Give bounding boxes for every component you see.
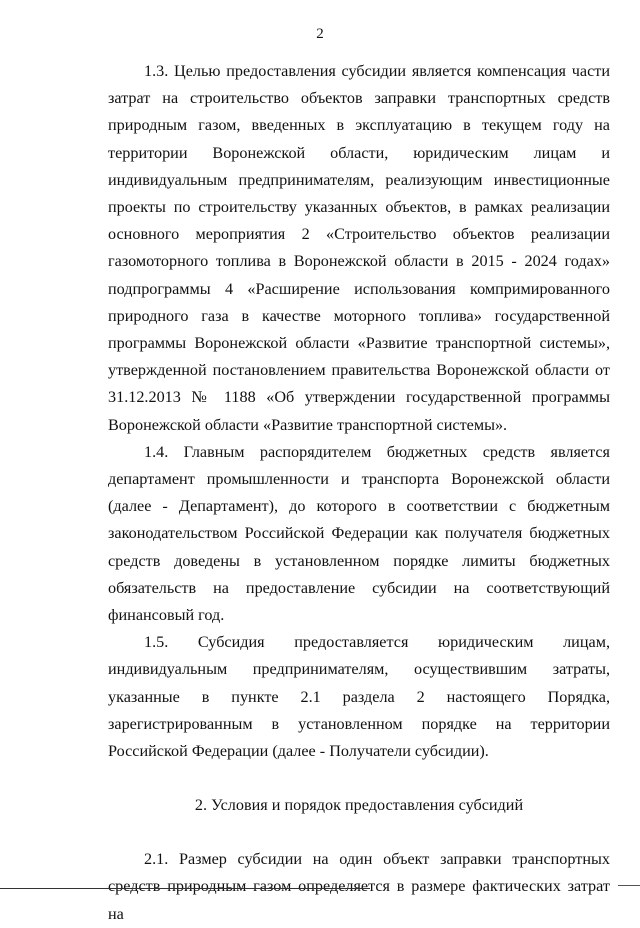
spacer <box>108 765 610 792</box>
scan-edge-mark <box>618 885 640 886</box>
paragraph-1-4: 1.4. Главным распорядителем бюджетных средств является департамент промышленности и транспорта Воронежской области (далее - Департамент), до которого в соответствии с бюджетным законодательством Российской Федерации как получателя бюджетных средств доведены в установленном порядке лимиты бюджетных обязательств на предоставление субсидии на соответствующий финансовый год. <box>108 442 610 625</box>
scan-edge-line <box>0 888 370 889</box>
section-heading: 2. Условия и порядок предоставления субсидий <box>194 796 524 815</box>
paragraph-1-3: 1.3. Целью предоставления субсидии является компенсация части затрат на строительство объектов заправки транспортных средств природным газом, введенных в эксплуатацию в текущем году на территории Воронежской области, юридическим лицам и индивидуальным предпринимателям, реализующим инвестиционные проекты по строительству указанных объектов, в рамках реализации основного мероприятия 2 «Строительство объектов реализации газомоторного топлива в Воронежской области в 2015 - 2024 годах» подпрограммы 4 «Расширение использования компримированного природного газа в качестве моторного топлива» государственной программы Воронежской области «Развитие транспортной системы», утвержденной постановлением правительства Воронежской области от 31.12.2013 № 1188 «Об утверждении государственной программы Воронежской области «Развитие транспортной системы». <box>108 62 610 434</box>
document-body <box>108 58 610 928</box>
paragraph-1-5: 1.5. Субсидия предоставляется юридическим лицам, индивидуальным предпринимателям, осуществившим затраты, указанные в пункте 2.1 раздела 2 настоящего Порядка, зарегистрированным в установленном порядке на территории Российской Федерации (далее - Получатели субсидии). <box>108 633 610 761</box>
spacer <box>108 819 610 846</box>
paragraph-2-1: 2.1. Размер субсидии на один объект заправки транспортных средств природным газом определяется в размере фактических затрат на <box>108 850 610 923</box>
page-number: 2 <box>316 26 324 42</box>
